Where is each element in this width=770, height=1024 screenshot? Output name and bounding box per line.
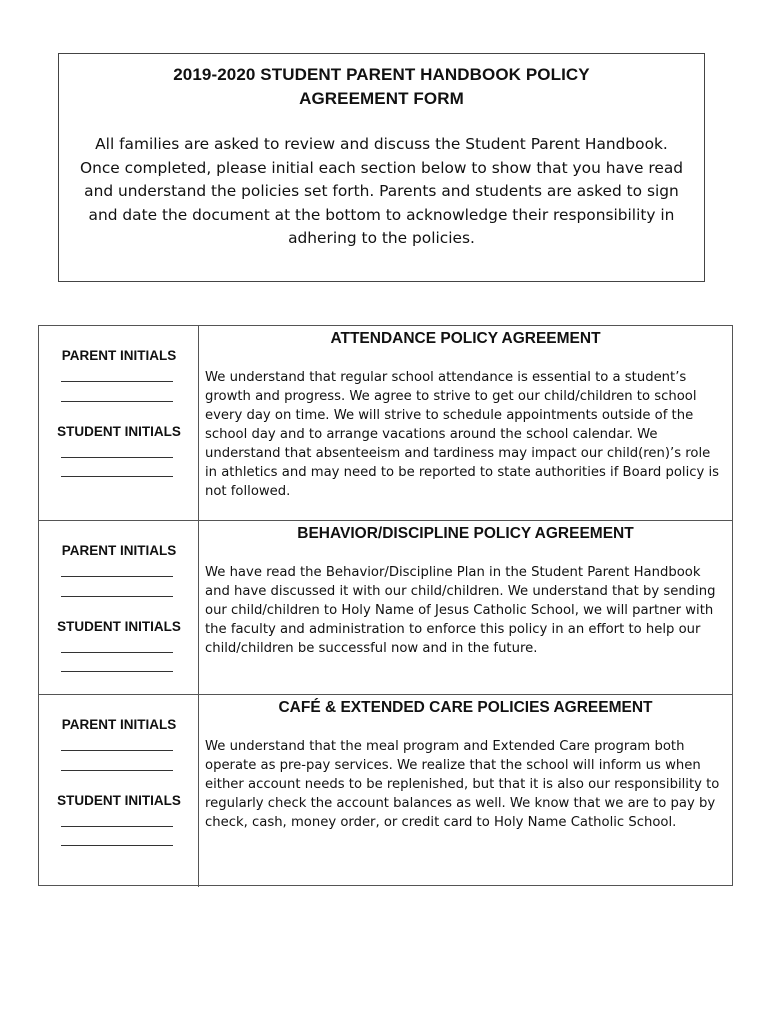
section-body: We have read the Behavior/Discipline Plan in the Student Parent Handbook and have discussed it with our child/children. We understand that by sending our child/children to Holy Name of Jesus Catholic School, we will partner with the faculty and administration to enforce this policy in an effort to help our child/children be successful now and in the future. <box>205 565 716 656</box>
initials-column <box>39 521 199 694</box>
form-title-line-2: AGREEMENT FORM <box>299 89 464 108</box>
form-title-line-1: 2019-2020 STUDENT PARENT HANDBOOK POLICY <box>173 65 590 84</box>
policy-agreement-table <box>38 325 733 886</box>
parent-initials-line-2[interactable] <box>61 596 173 597</box>
section-title: CAFÉ & EXTENDED CARE POLICIES AGREEMENT <box>278 699 653 716</box>
student-initials-label: STUDENT INITIALS <box>57 619 181 634</box>
section-body: We understand that regular school attendance is essential to a student’s growth and progress. We agree to strive to get our child/children to school every day on time. We will strive to schedule appointments outside of the school day and to arrange vacations around the school calendar. We understand that absenteeism and tardiness may impact our child(ren)’s role in athletics and may need to be reported to state authorities if Board policy is not followed. <box>205 370 720 499</box>
student-initials-line-1[interactable] <box>61 826 173 827</box>
section-title: ATTENDANCE POLICY AGREEMENT <box>330 330 601 347</box>
student-initials-line-1[interactable] <box>61 652 173 653</box>
parent-initials-label: PARENT INITIALS <box>61 543 177 558</box>
initials-column <box>39 326 199 520</box>
initials-column <box>39 695 199 887</box>
cafe-extended-care-section <box>39 694 732 887</box>
intro-text: All families are asked to review and discuss the Student Parent Handbook. Once completed, please initial each section below to show that you have read and understand the policies set forth. Parents and students are asked to sign and date the document at the bottom to acknowledge their responsibility in adhering to the policies. <box>79 135 684 247</box>
parent-initials-line-1[interactable] <box>61 750 173 751</box>
policy-text-column <box>199 326 732 520</box>
student-initials-line-2[interactable] <box>61 845 173 846</box>
parent-initials-label: PARENT INITIALS <box>61 348 177 363</box>
parent-initials-line-1[interactable] <box>61 576 173 577</box>
student-initials-label: STUDENT INITIALS <box>57 424 181 439</box>
parent-initials-label: PARENT INITIALS <box>61 717 177 732</box>
student-initials-line-2[interactable] <box>61 671 173 672</box>
intro-box <box>58 53 705 282</box>
student-initials-label: STUDENT INITIALS <box>57 793 181 808</box>
section-body: We understand that the meal program and Extended Care program both operate as pre-pay services. We realize that the school will inform us when either account needs to be replenished, but that it is also our responsibility to regularly check the account balances as well. We know that we are to pay by check, cash, money order, or credit card to Holy Name Catholic School. <box>205 739 720 830</box>
student-initials-line-2[interactable] <box>61 476 173 477</box>
policy-text-column <box>199 521 732 694</box>
policy-text-column <box>199 695 732 887</box>
section-title: BEHAVIOR/DISCIPLINE POLICY AGREEMENT <box>297 525 634 542</box>
form-title <box>59 63 704 111</box>
attendance-section <box>39 326 732 520</box>
parent-initials-line-2[interactable] <box>61 770 173 771</box>
parent-initials-line-2[interactable] <box>61 401 173 402</box>
student-initials-line-1[interactable] <box>61 457 173 458</box>
parent-initials-line-1[interactable] <box>61 381 173 382</box>
behavior-section <box>39 520 732 694</box>
